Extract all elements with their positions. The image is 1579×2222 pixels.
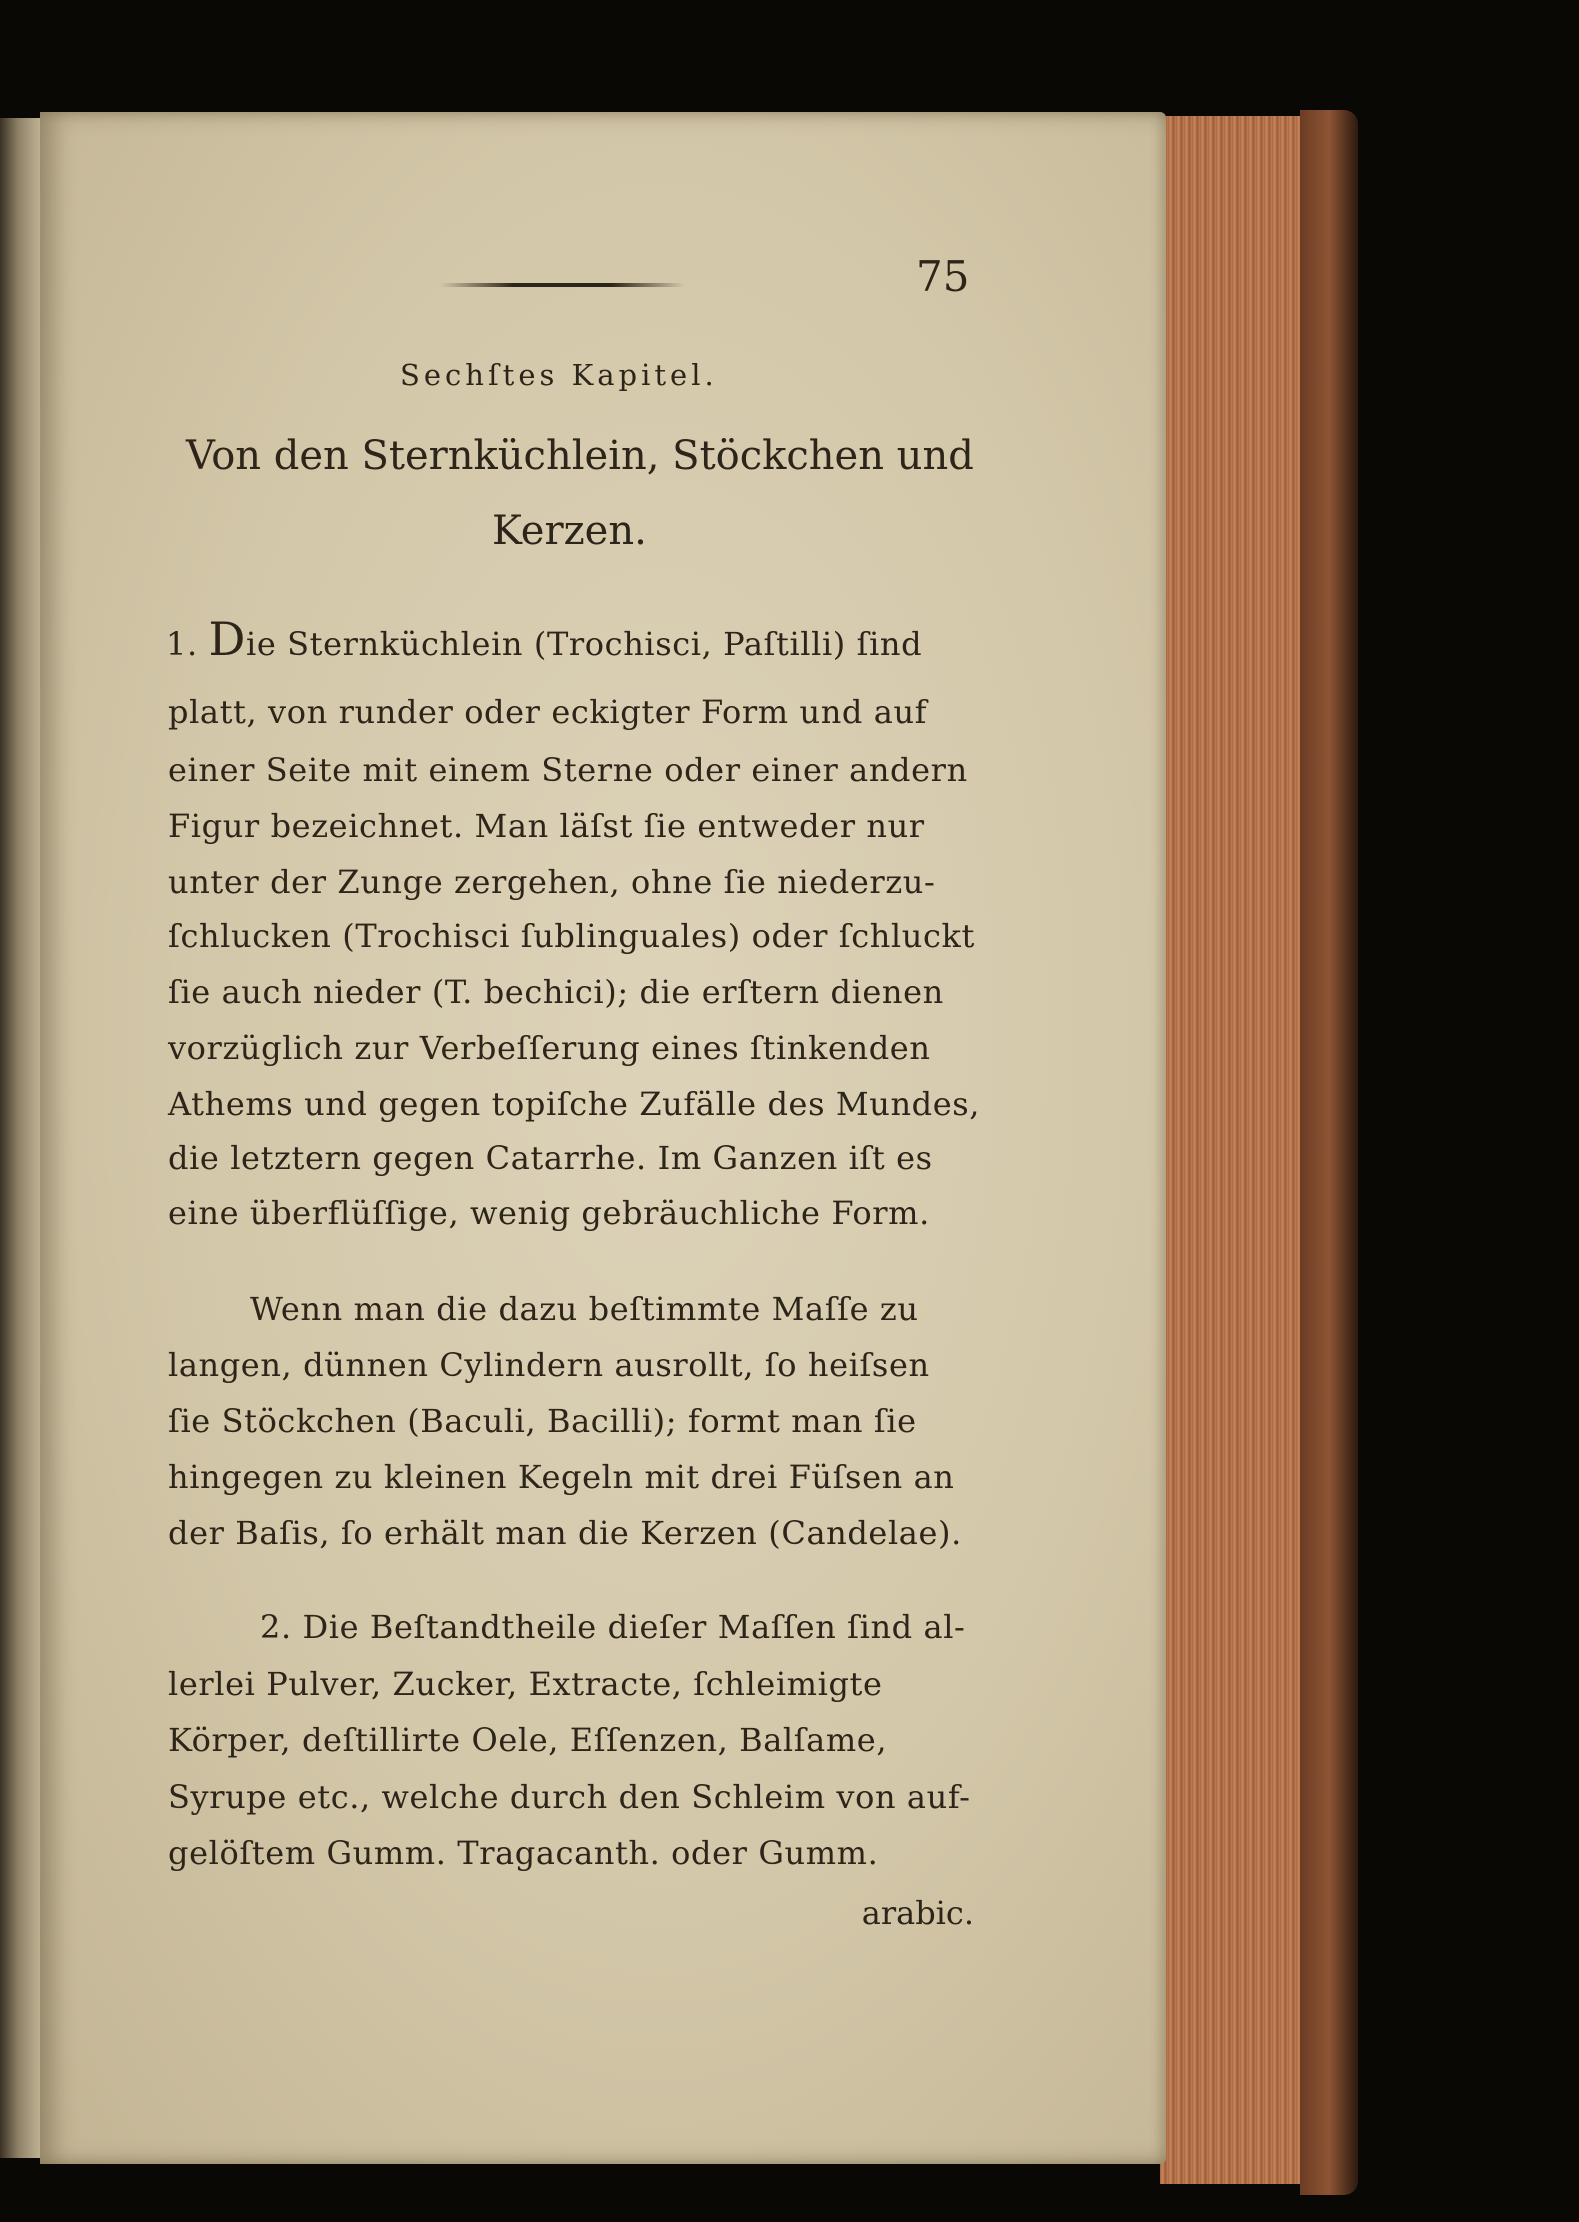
paragraph-1-line: die letztern gegen Catarrhe. Im Ganzen iſt es	[168, 1139, 933, 1177]
book-cover-edge	[1300, 110, 1358, 2195]
page-block-edge	[1160, 116, 1320, 2184]
paragraph-1-line: ſie auch nieder (T. bechici); die erſtern dienen	[168, 973, 944, 1011]
paragraph-3-line: 2. Die Beſtandtheile dieſer Maſſen ſind al-	[260, 1608, 966, 1646]
previous-page-edge	[0, 118, 44, 2158]
chapter-title-line-2: Kerzen.	[492, 508, 647, 554]
paragraph-2-line: Wenn man die dazu beſtimmte Maſſe zu	[250, 1290, 919, 1328]
paragraph-1-line: einer Seite mit einem Sterne oder einer andern	[168, 751, 968, 789]
paragraph-3-line: Körper, deſtillirte Oele, Eſſenzen, Balſame,	[168, 1721, 888, 1759]
paragraph-2-line: ſie Stöckchen (Baculi, Bacilli); formt man ſie	[168, 1402, 917, 1440]
paragraph-1-line: vorzüglich zur Verbeſſerung eines ſtinkenden	[168, 1029, 931, 1067]
catchword: arabic.	[861, 1894, 974, 1932]
paragraph-1-line-1-text: ie Sternküchlein (Trochisci, Paſtilli) ſind	[246, 625, 923, 663]
paragraph-3-line: gelöſtem Gumm. Tragacanth. oder Gumm.	[168, 1834, 879, 1872]
paragraph-2-line: der Baſis, ſo erhält man die Kerzen (Candelae).	[168, 1514, 962, 1552]
drop-letter: D	[208, 612, 246, 666]
header-rule	[440, 283, 685, 287]
paragraph-1-line: eine überflüſſige, wenig gebräuchliche Form.	[168, 1194, 930, 1232]
paragraph-1-line: ſchlucken (Trochisci ſublinguales) oder ſchluckt	[168, 917, 975, 955]
paragraph-3-line: lerlei Pulver, Zucker, Extracte, ſchleimigte	[168, 1665, 883, 1703]
paragraph-2-line: hingegen zu kleinen Kegeln mit drei Füſsen an	[168, 1458, 955, 1496]
paragraph-1-line: unter der Zunge zergehen, ohne ſie niederzu-	[168, 863, 936, 901]
paragraph-3-line: Syrupe etc., welche durch den Schleim von auf-	[168, 1778, 971, 1816]
paragraph-2-line: langen, dünnen Cylindern ausrollt, ſo heiſsen	[168, 1346, 930, 1384]
paragraph-1-first-line	[166, 612, 922, 666]
paragraph-1-line: Athems und gegen topiſche Zufälle des Mundes,	[168, 1085, 981, 1123]
chapter-heading: Sechſtes Kapitel.	[400, 358, 718, 392]
paragraph-1-line: Figur bezeichnet. Man läſst ſie entweder nur	[168, 807, 925, 845]
paragraph-number: 1.	[166, 625, 198, 663]
chapter-title-line-1: Von den Sternküchlein, Stöckchen und	[186, 433, 974, 479]
paragraph-1-line: platt, von runder oder eckigter Form und auf	[168, 693, 928, 731]
page-number: 75	[916, 252, 970, 301]
